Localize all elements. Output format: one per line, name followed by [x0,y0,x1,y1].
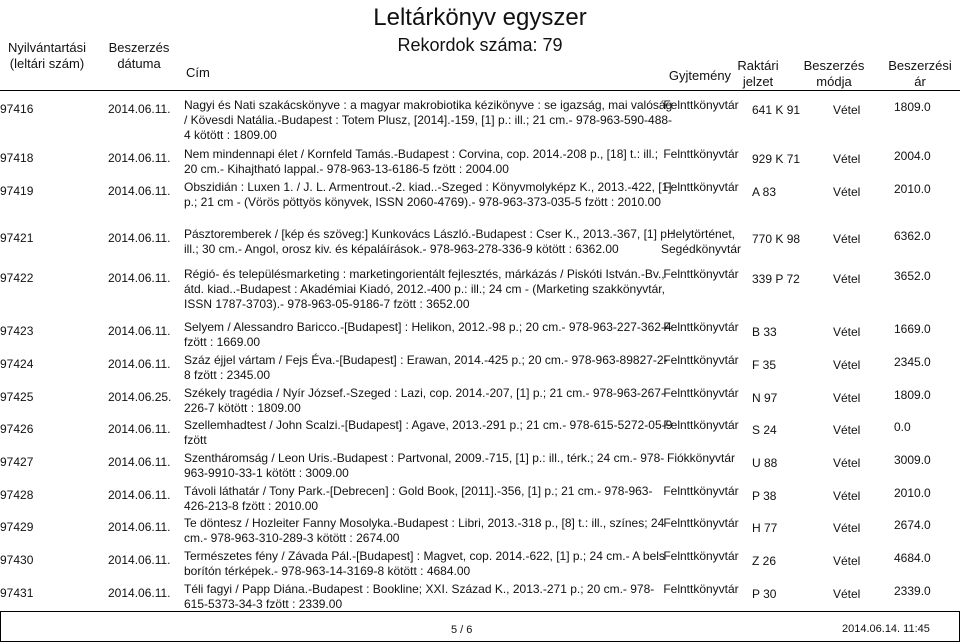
record-count: Rekordok száma: 79 [397,35,563,55]
collection: Felnttkönyvtár [663,484,739,498]
shelf-mark: 770 K 98 [752,232,801,246]
shelf-mark: U 88 [752,456,778,470]
header-collection: Gyjtemény [668,68,732,83]
inventory-no: 97430 [0,553,34,567]
collection: Felnttkönyvtár [663,386,739,400]
purchase-date: 2014.06.11. [108,422,171,436]
acquisition-mode: Vétel [833,587,861,601]
inventory-no: 97419 [0,184,34,198]
item-description: Pásztoremberek / [kép és szöveg:] Kunkovács László.-Budapest : Cser K., 2013.-367, [1] p.: ill.; 30 cm.- Angol, orosz kiv. és képaláírások.- 978-963-278-336-9 kötött : 6362.00 [184,227,674,256]
collection: Felnttkönyvtár [663,353,739,367]
shelf-mark: S 24 [752,423,777,437]
header-price: Beszerzési ár [888,58,952,89]
item-description: Te döntesz / Hozleiter Fanny Mosolyka.-Budapest : Libri, 2013.-318 p., [8] t.: ill., színes; 24 cm.- 978-963-310-289-3 kötött : 2674.00 [184,516,665,545]
price: 2010.0 [894,486,931,500]
acquisition-mode: Vétel [833,272,861,286]
collection: Felnttkönyvtár [663,516,739,530]
price: 0.0 [894,420,911,434]
purchase-date: 2014.06.11. [108,488,171,502]
item-description: Obszidián : Luxen 1. / J. L. Armentrout.-2. kiad..-Szeged : Könyvmolyképz K., 2013.-422, [1] p.; 21 cm - (Vörös pöttyös könyvek, ISSN 2060-4769).- 978-963-373-035-5 fzött : 2010.00 [184,180,672,209]
acquisition-mode: Vétel [833,489,861,503]
inventory-no: 97423 [0,324,34,338]
inventory-no: 97428 [0,488,34,502]
purchase-date: 2014.06.11. [108,324,171,338]
item-description: Nem mindennapi élet / Kornfeld Tamás.-Budapest : Corvina, cop. 2014.-208 p., [18] t.: ill.; 20 cm.- Kihajtható lappal.- 978-963-13-6186-5 fzött : 2004.00 [184,147,659,176]
shelf-mark: Z 26 [752,554,777,568]
collection: Felnttkönyvtár [663,180,739,194]
price: 2004.0 [894,149,931,163]
acquisition-mode: Vétel [833,456,861,470]
price: 1809.0 [894,388,931,402]
collection: Felnttkönyvtár [663,549,739,563]
purchase-date: 2014.06.11. [108,520,171,534]
shelf-mark: B 33 [752,325,777,339]
inventory-no: 97421 [0,231,34,245]
inventory-no: 97427 [0,455,34,469]
price: 3009.0 [894,453,931,467]
item-description: Szentháromság / Leon Uris.-Budapest : Partvonal, 2009.-715, [1] p.: ill., térk.; 24 cm.- 978-963-9910-33-1 kötött : 3009.00 [184,451,665,480]
item-description: Nagyi és Nati szakácskönyve : a magyar makrobiotika kézikönyve : se igazság, mai valóság / Kövesdi Natália.-Budapest : Totem Plusz, [2014].-159, [1] p.: ill.; 21 cm.- 978-963-590-488-4 kötött : 1809.00 [184,98,673,142]
acquisition-mode: Vétel [833,232,861,246]
acquisition-mode: Vétel [833,103,861,117]
purchase-date: 2014.06.25. [108,390,172,404]
inventory-no: 97416 [0,102,34,116]
acquisition-mode: Vétel [833,554,861,568]
purchase-date: 2014.06.11. [108,271,171,285]
print-date: 2014.06.14. 11:45 [842,623,930,635]
acquisition-mode: Vétel [833,185,861,199]
purchase-date: 2014.06.11. [108,586,171,600]
acquisition-mode: Vétel [833,423,861,437]
acquisition-mode: Vétel [833,325,861,339]
price: 4684.0 [894,551,931,565]
header-shelf-mark: Raktári jelzet [737,58,779,89]
purchase-date: 2014.06.11. [108,231,171,245]
collection: Fiókkönyvtár [666,451,736,465]
item-description: Téli fagyi / Papp Diána.-Budapest : Bookline; XXI. Század K., 2013.-271 p.; 20 cm.- 978-615-5373-34-3 fzött : 2339.00 [184,582,655,611]
purchase-date: 2014.06.11. [108,357,171,371]
acquisition-mode: Vétel [833,358,861,372]
inventory-no: 97426 [0,422,34,436]
price: 3652.0 [894,269,931,283]
price: 6362.0 [894,229,931,243]
shelf-mark: H 77 [752,521,778,535]
item-description: Selyem / Alessandro Baricco.-[Budapest] : Helikon, 2012.-98 p.; 20 cm.- 978-963-227-362-4 fzött : 1669.00 [184,320,672,349]
header-acquisition-mode: Beszerzés módja [803,58,865,89]
item-description: Régió- és településmarketing : marketingorientált fejlesztés, márkázás / Piskóti István.-Bv., átd. kiad..-Budapest : Akadémiai Kiadó, 2012.-400 p.: ill.; 24 cm - (Marketing szakkönyvtár, ISSN 1787-3703).- 978-963-05-9186-7 fzött : 3652.00 [184,267,665,311]
purchase-date: 2014.06.11. [108,184,171,198]
header-rule [0,90,960,91]
inventory-no: 97429 [0,520,34,534]
shelf-mark: 641 K 91 [752,103,801,117]
purchase-date: 2014.06.11. [108,102,171,116]
item-description: Száz éjjel vártam / Fejs Éva.-[Budapest] : Erawan, 2014.-425 p.; 20 cm.- 978-963-89827-2-8 fzött : 2345.00 [184,353,668,382]
price: 1669.0 [894,322,931,336]
acquisition-mode: Vétel [833,521,861,535]
shelf-mark: 929 K 71 [752,152,801,166]
inventory-no: 97425 [0,390,34,404]
price: 2010.0 [894,182,931,196]
item-description: Természetes fény / Závada Pál.-[Budapest] : Magvet, cop. 2014.-622, [1] p.; 24 cm.- A bels borítón térképek.- 978-963-14-3169-8 kötött : 4684.00 [184,549,665,578]
price: 2339.0 [894,584,931,598]
shelf-mark: 339 P 72 [752,272,800,286]
item-description: Székely tragédia / Nyír József.-Szeged : Lazi, cop. 2014.-207, [1] p.; 21 cm.- 978-963-267-226-7 kötött : 1809.00 [184,386,665,415]
inventory-no: 97418 [0,151,34,165]
inventory-no: 97431 [0,586,34,600]
page-title: Leltárkönyv egyszer [373,4,587,31]
price: 2674.0 [894,518,931,532]
shelf-mark: F 35 [752,358,777,372]
item-description: Szellemhadtest / John Scalzi.-[Budapest] : Agave, 2013.-291 p.; 21 cm.- 978-615-5272-05-9 fzött [184,418,673,447]
acquisition-mode: Vétel [833,152,861,166]
collection: Felnttkönyvtár [663,418,739,432]
purchase-date: 2014.06.11. [108,151,171,165]
price: 2345.0 [894,355,931,369]
shelf-mark: P 38 [752,489,777,503]
collection: Felnttkönyvtár [663,147,739,161]
collection: Felnttkönyvtár [663,267,739,281]
purchase-date: 2014.06.11. [108,455,171,469]
inventory-no: 97422 [0,271,34,285]
header-inventory-no: Nyilvántartási (leltári szám) [7,40,87,71]
header-purchase-date: Beszerzés dátuma [108,40,170,71]
shelf-mark: N 97 [752,391,778,405]
collection: Helytörténet, Segédkönyvtár [660,227,742,256]
shelf-mark: P 30 [752,587,777,601]
price: 1809.0 [894,100,931,114]
page-number: 5 / 6 [451,624,473,636]
collection: Felnttkönyvtár [663,582,739,596]
purchase-date: 2014.06.11. [108,553,171,567]
shelf-mark: A 83 [752,185,777,199]
item-description: Távoli láthatár / Tony Park.-[Debrecen] : Gold Book, [2011].-356, [1] p.; 21 cm.- 978-963-426-213-8 fzött : 2010.00 [184,484,653,513]
header-title: Cím [186,65,210,80]
inventory-no: 97424 [0,357,34,371]
collection: Felnttkönyvtár [663,320,739,334]
collection: Felnttkönyvtár [663,98,739,112]
acquisition-mode: Vétel [833,391,861,405]
page-footer [0,611,960,642]
